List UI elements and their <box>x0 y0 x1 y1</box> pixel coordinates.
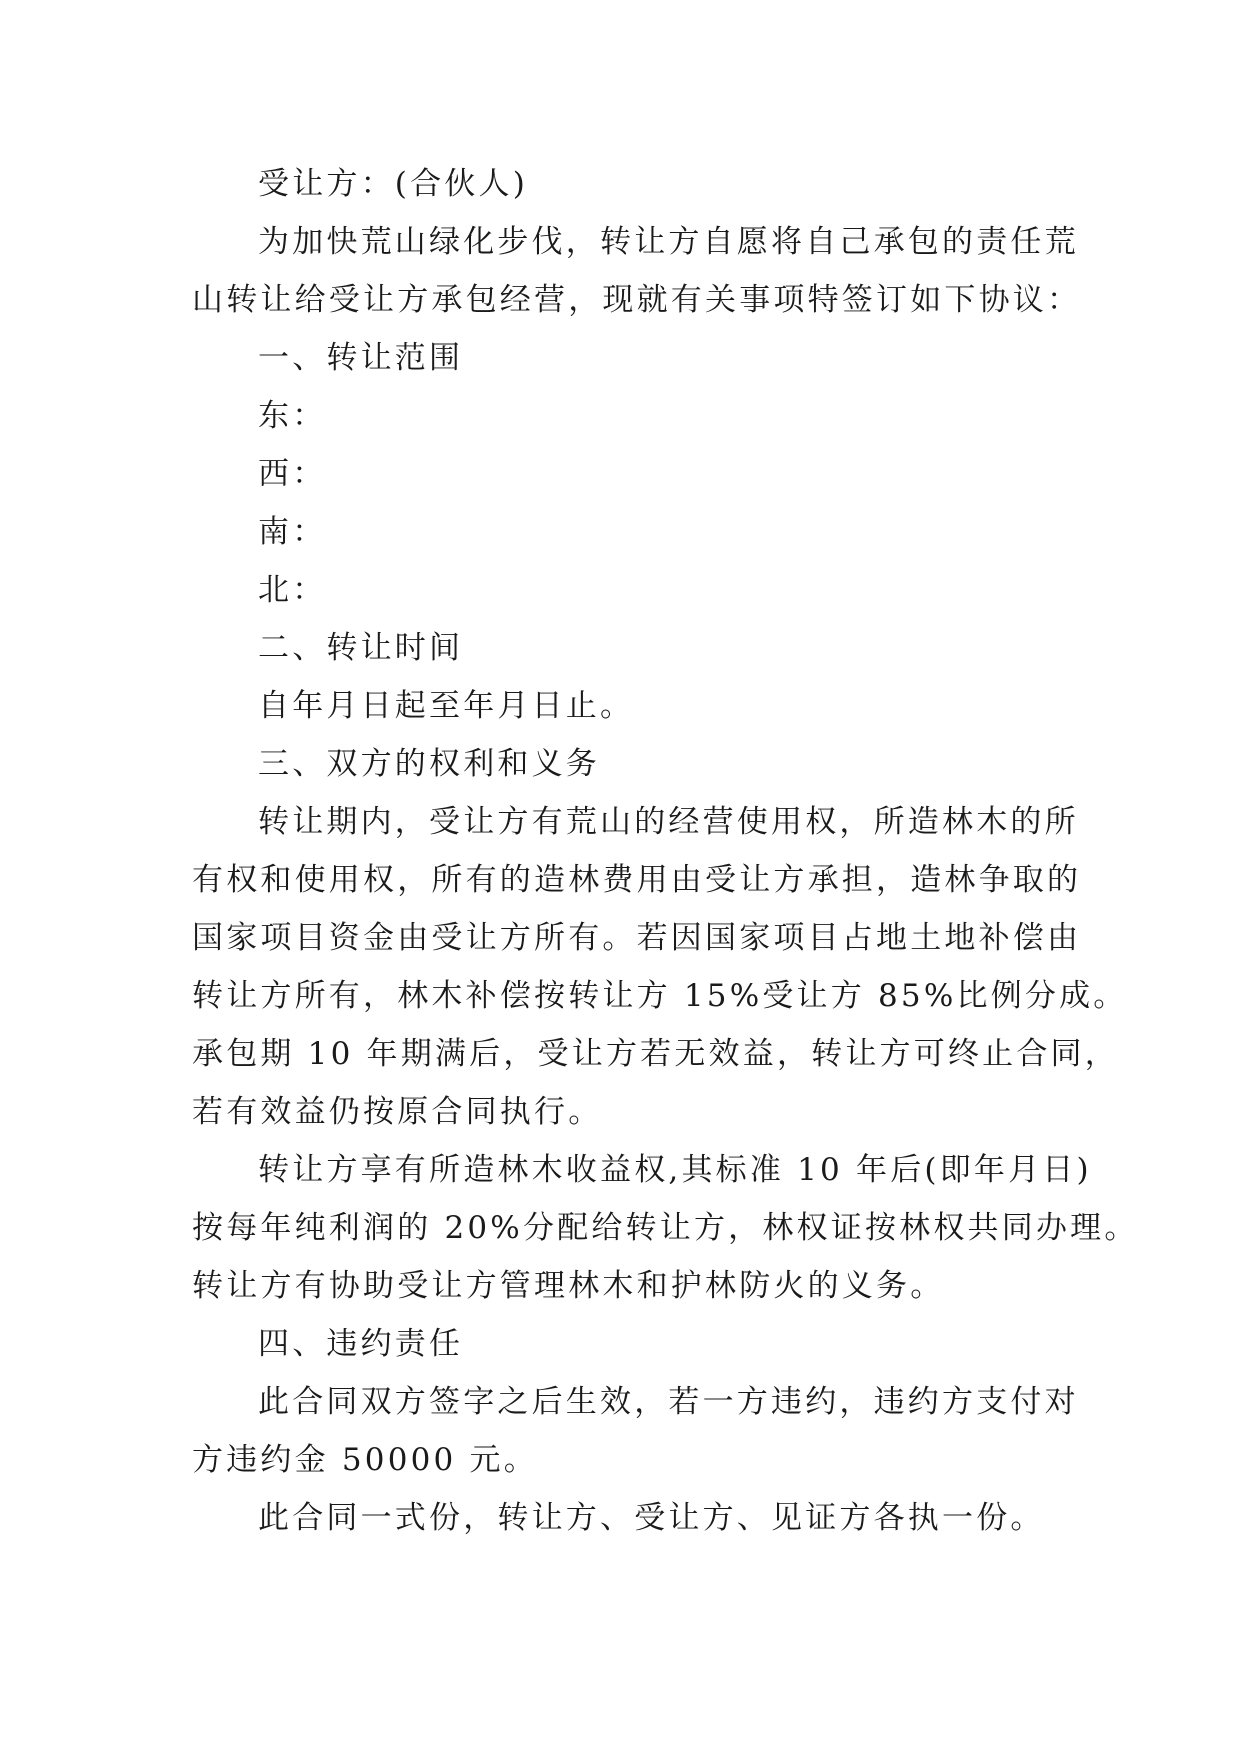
text-line: 转让方享有所造林木收益权,其标准 10 年后(即年月日) <box>258 1152 1092 1188</box>
document-page <box>192 155 1139 1547</box>
section-heading: 四、违约责任 <box>258 1326 464 1362</box>
section-heading: 二、转让时间 <box>258 630 464 666</box>
text-line: 受让方：(合伙人) <box>258 166 528 202</box>
text-line: 北： <box>258 572 327 608</box>
text-line: 为加快荒山绿化步伐，转让方自愿将自己承包的责任荒 <box>258 224 1079 260</box>
text-line: 转让方有协助受让方管理林木和护林防火的义务。 <box>192 1268 945 1304</box>
section-heading: 三、双方的权利和义务 <box>258 746 600 782</box>
text-line: 自年月日起至年月日止。 <box>258 688 635 724</box>
text-line: 承包期 10 年期满后，受让方若无效益，转让方可终止合同， <box>192 1036 1119 1072</box>
text-line: 方违约金 50000 元。 <box>192 1442 538 1478</box>
text-line: 此合同双方签字之后生效，若一方违约，违约方支付对 <box>258 1384 1079 1420</box>
text-line: 有权和使用权，所有的造林费用由受让方承担，造林争取的 <box>192 862 1082 898</box>
text-line: 西： <box>258 456 327 492</box>
text-line: 按每年纯利润的 20%分配给转让方，林权证按林权共同办理。 <box>192 1210 1139 1246</box>
text-line: 东： <box>258 398 327 434</box>
text-line: 山转让给受让方承包经营，现就有关事项特签订如下协议： <box>192 282 1082 318</box>
text-line: 国家项目资金由受让方所有。若因国家项目占地土地补偿由 <box>192 920 1082 956</box>
text-line: 转让期内，受让方有荒山的经营使用权，所造林木的所 <box>258 804 1079 840</box>
text-line: 南： <box>258 514 327 550</box>
text-line: 此合同一式份，转让方、受让方、见证方各执一份。 <box>258 1500 1045 1536</box>
text-line: 若有效益仍按原合同执行。 <box>192 1094 603 1130</box>
section-heading: 一、转让范围 <box>258 340 464 376</box>
text-line: 转让方所有，林木补偿按转让方 15%受让方 85%比例分成。 <box>192 978 1128 1014</box>
